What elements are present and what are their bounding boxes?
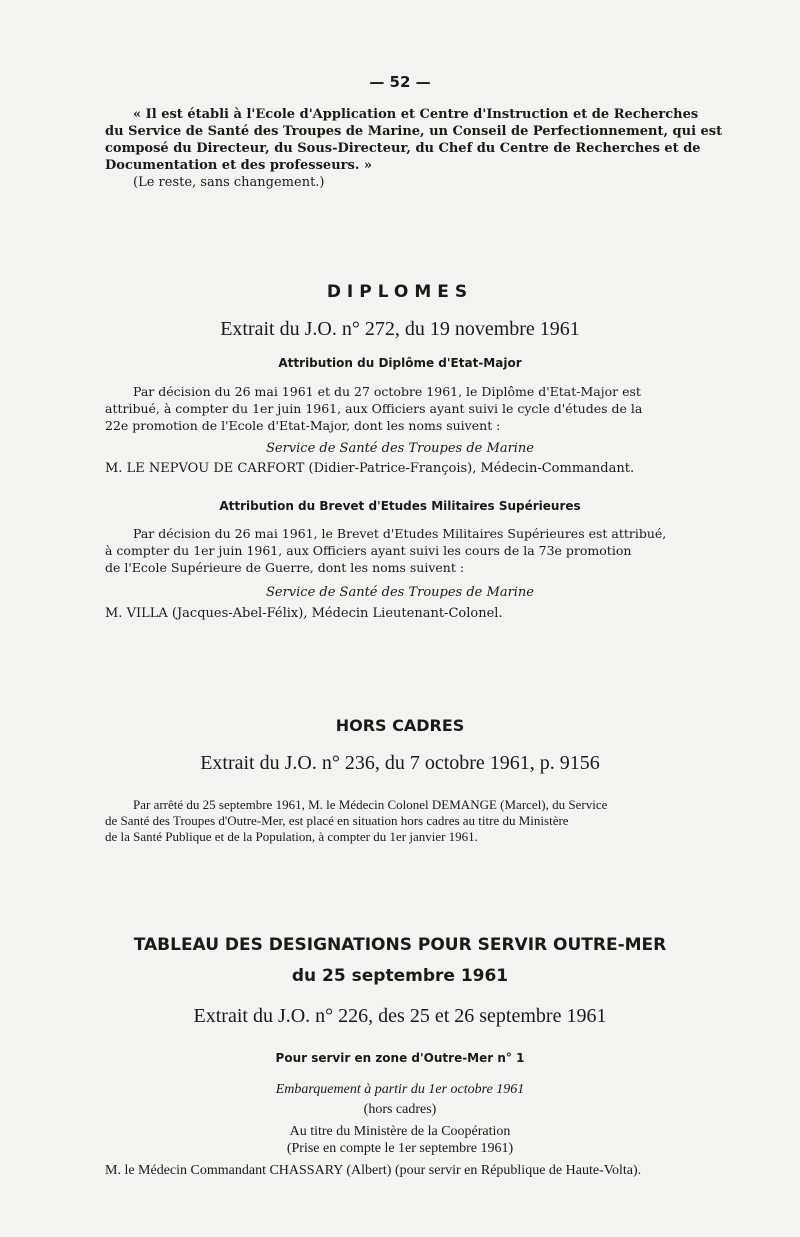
subtitle-etat-major: Attribution du Diplôme d'Etat-Major [278, 356, 522, 370]
brevet-line-3: de l'Ecole Supérieure de Guerre, dont les noms suivent : [105, 560, 465, 575]
person-le-nepvou: M. LE NEPVOU DE CARFORT (Didier-Patrice-François), Médecin-Commandant. [105, 461, 635, 476]
extrait-tableau: Extrait du J.O. n° 226, des 25 et 26 septembre 1961 [193, 1005, 607, 1027]
embarquement: Embarquement à partir du 1er octobre 1961 [275, 1082, 525, 1097]
page-number: — 52 — [369, 73, 431, 91]
hors-cadres-line-1: Par arrêté du 25 septembre 1961, M. le Médecin Colonel DEMANGE (Marcel), du Service [133, 797, 608, 812]
etat-major-paragraph [105, 383, 733, 434]
section-heading-hors-cadres: HORS CADRES [335, 716, 465, 735]
intro-line-4: Documentation et des professeurs. » [105, 158, 372, 173]
brevet-line-1: Par décision du 26 mai 1961, le Brevet d'Etudes Militaires Supérieures est attribué, [133, 526, 667, 541]
zone-title: Pour servir en zone d'Outre-Mer n° 1 [275, 1051, 525, 1065]
hors-cadres-note: (hors cadres) [363, 1102, 437, 1117]
brevet-line-2: à compter du 1er juin 1961, aux Officiers ayant suivi les cours de la 73e promotion [105, 543, 632, 558]
intro-rest: (Le reste, sans changement.) [133, 175, 325, 190]
etat-major-line-2: attribué, à compter du 1er juin 1961, aux Officiers ayant suivi le cycle d'études de la [105, 401, 643, 416]
person-chassary: M. le Médecin Commandant CHASSARY (Albert) (pour servir en République de Haute-Volta). [105, 1163, 642, 1178]
extrait-hors-cadres: Extrait du J.O. n° 236, du 7 octobre 1961, p. 9156 [200, 752, 600, 774]
hors-cadres-line-2: de Santé des Troupes d'Outre-Mer, est placé en situation hors cadres au titre du Ministère [105, 813, 569, 828]
etat-major-line-1: Par décision du 26 mai 1961 et du 27 octobre 1961, le Diplôme d'Etat-Major est [133, 384, 641, 399]
section-heading-tableau: TABLEAU DES DESIGNATIONS POUR SERVIR OUTRE-MER [133, 935, 667, 955]
subtitle-brevet: Attribution du Brevet d'Etudes Militaires Supérieures [219, 499, 581, 513]
intro-quote [105, 106, 733, 191]
intro-line-2: du Service de Santé des Troupes de Marine, un Conseil de Perfectionnement, qui est [105, 124, 723, 139]
section-heading-diplomes: DIPLOMES [326, 282, 474, 302]
brevet-paragraph [105, 525, 733, 576]
person-villa: M. VILLA (Jacques-Abel-Félix), Médecin Lieutenant-Colonel. [105, 606, 503, 621]
prise-en-compte: (Prise en compte le 1er septembre 1961) [286, 1141, 514, 1156]
service-brevet: Service de Santé des Troupes de Marine [265, 585, 535, 600]
extrait-diplomes: Extrait du J.O. n° 272, du 19 novembre 1961 [220, 318, 580, 340]
etat-major-line-3: 22e promotion de l'Ecole d'Etat-Major, dont les noms suivent : [105, 418, 501, 433]
tableau-date: du 25 septembre 1961 [291, 966, 509, 986]
hors-cadres-paragraph [105, 797, 745, 845]
hors-cadres-line-3: de la Santé Publique et de la Population, à compter du 1er janvier 1961. [105, 829, 478, 844]
intro-line-3: composé du Directeur, du Sous-Directeur, du Chef du Centre de Recherches et de [105, 141, 701, 156]
ministere: Au titre du Ministère de la Coopération [289, 1124, 511, 1139]
intro-line-1: « Il est établi à l'Ecole d'Application et Centre d'Instruction et de Recherches [133, 107, 699, 122]
service-etat-major: Service de Santé des Troupes de Marine [265, 441, 535, 456]
